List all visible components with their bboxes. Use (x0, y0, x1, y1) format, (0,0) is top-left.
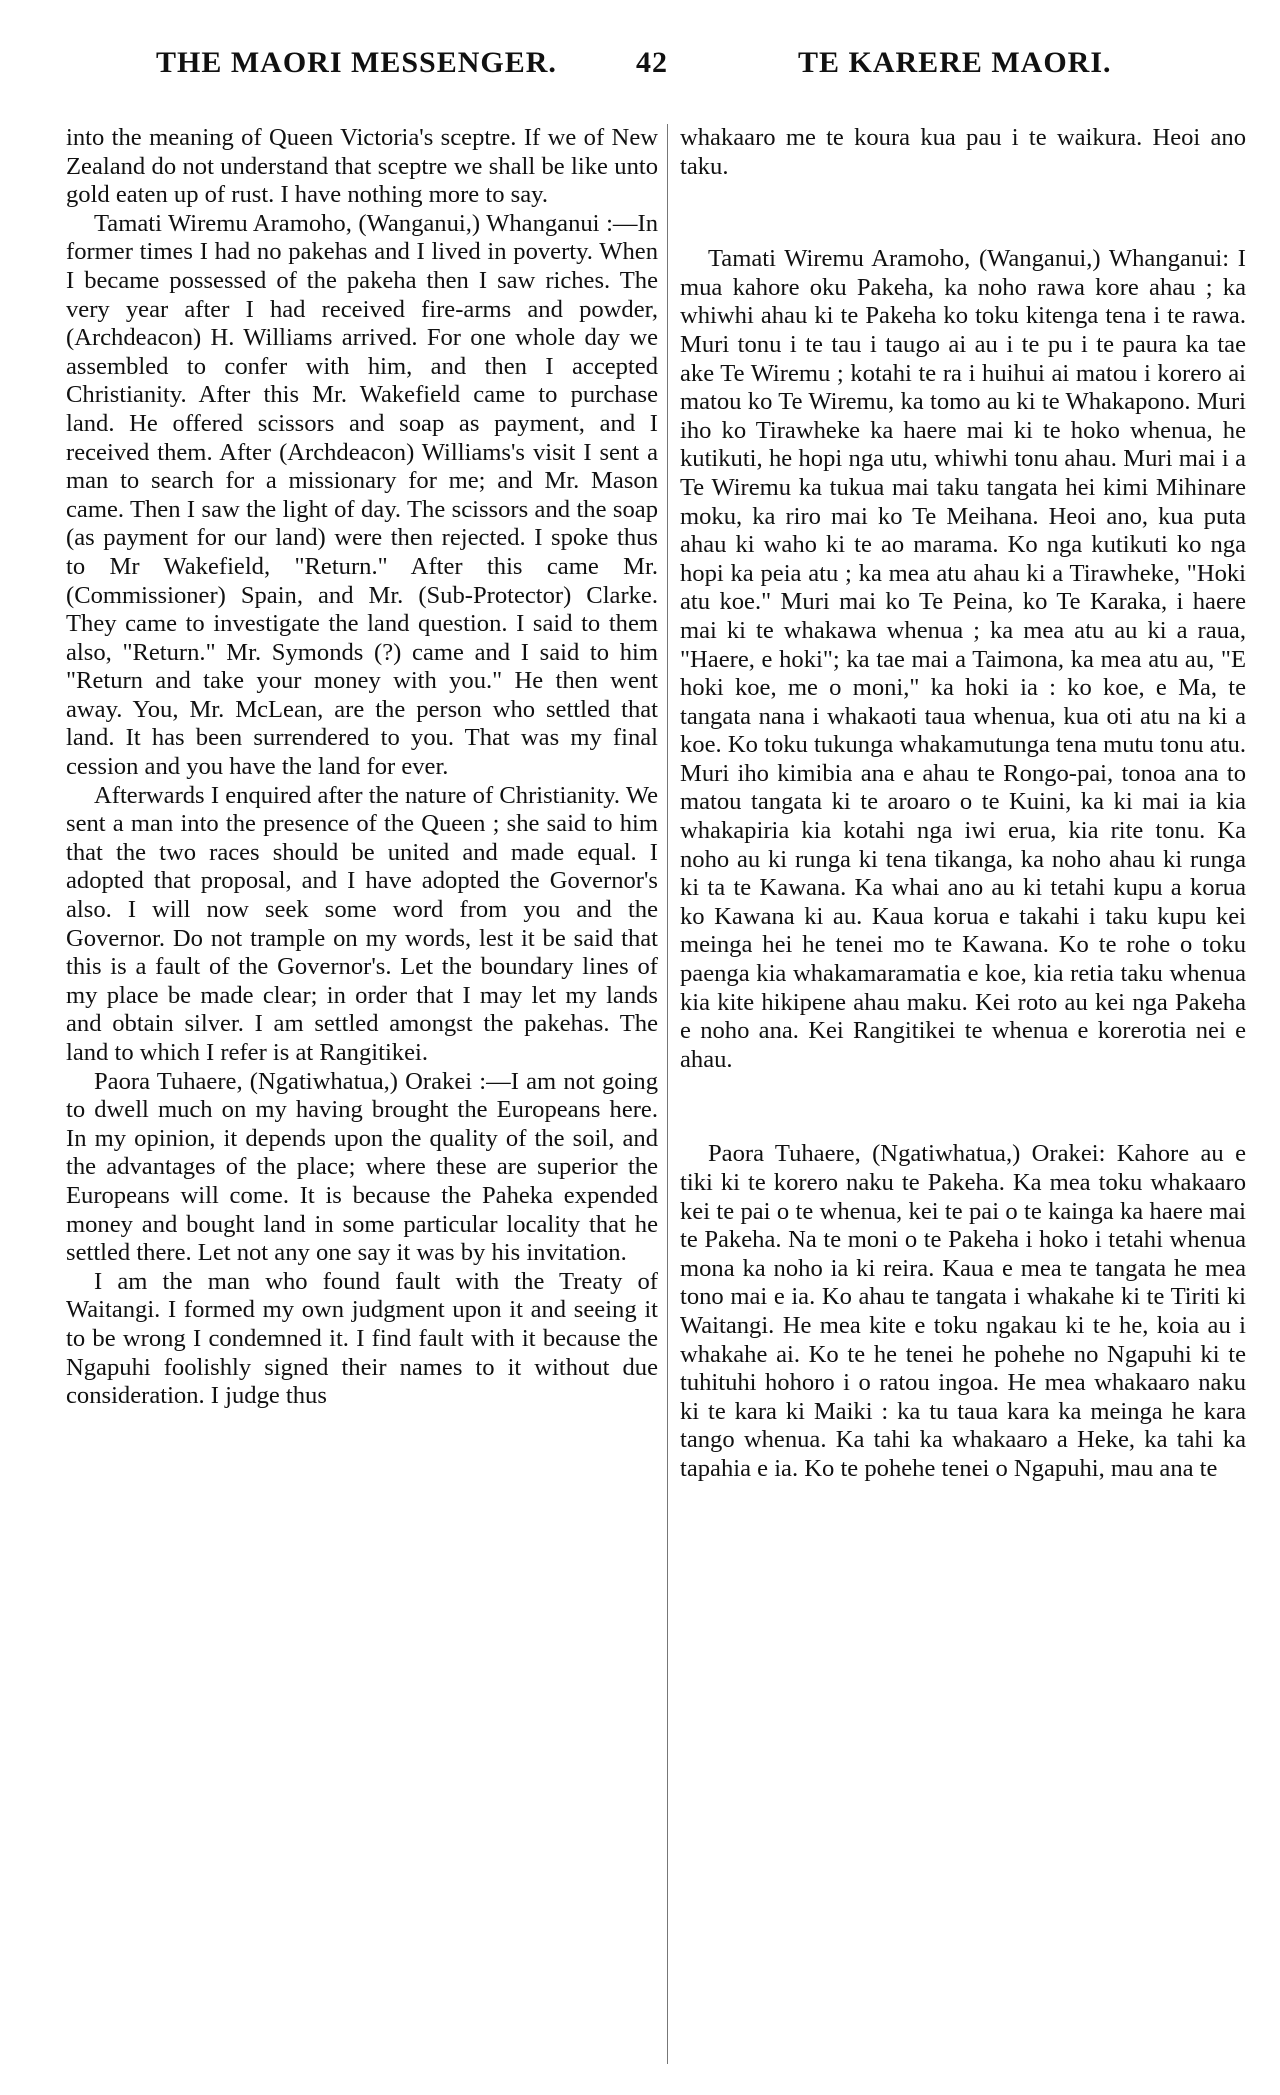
title-maori: TE KARERE MAORI. (798, 46, 1112, 79)
maori-spacer-2 (680, 1074, 1246, 1140)
masthead (0, 40, 1280, 90)
column-divider (667, 124, 668, 2064)
page-number: 42 (636, 46, 668, 79)
maori-paragraph-2: Tamati Wiremu Aramoho, (Wanganui,) Whanganui: I mua kahore oku Pakeha, ka noho rawa kore ahau ; ka whiwhi ahau ki te Pakeha ko toku kitenga tena i te rawa. Muri tonu i te tau i taugo ai au i te pu i te paura ka tae ake Te Wiremu ; kotahi te ra i huihui ai matou i korero ai matou ko Te Wiremu, ka tomo au ki te Whakapono. Muri iho ko Tirawheke ka haere mai ki te hoko whenua, he kutikuti, he hopi nga utu, whiwhi tonu ahau. Muri mai i a Te Wiremu ka tukua mai taku tangata hei kimi Mihinare moku, ka riro mai ko Te Meihana. Heoi ano, kua puta ahau ki waho ki te ao marama. Ko nga kutikuti ko nga hopi ka peia atu ; ka mea atu ahau ki a Tirawheke, "Hoki atu koe." Muri mai ko Te Peina, ko Te Karaka, i haere mai ki te whakawa whenua ; ka mea atu au ki a raua, "Haere, e hoki"; ka tae mai a Taimona, ka mea atu au, "E hoki koe, me o moni," ka hoki ia : ko koe, e Ma, te tangata nana i whakaoti taua whenua, kua oti atu na ki a koe. Ko toku tukunga whakamutunga tena mutu tonu atu. Muri iho kimibia ana e ahau te Rongo-pai, tonoa ana to matou tangata ki te aroaro o te Kuini, ka ki mai ia kia whakapiria kia kotahi nga iwi erua, kia rite tonu. Ka noho au ki runga ki tena tikanga, ka noho ahau ki runga ki ta te Kawana. Ka whai ano au ki tetahi kupu a korua ko Kawana ki au. Kaua korua e takahi i taku kupu kei meinga hei he tenei mo te Kawana. Ko te rohe o toku paenga kia whakamaramatia e koe, kia retia taku whenua kia kite hikipene ahau maku. Kei roto au kei nga Pakeha e noho ana. Kei Rangitikei te whenua e korerotia nei e ahau. (680, 245, 1246, 1073)
english-paragraph-1: into the meaning of Queen Victoria's sceptre. If we of New Zealand do not understand that sceptre we shall be like unto gold eaten up of rust. I have nothing more to say. (66, 124, 658, 209)
maori-paragraph-1: whakaaro me te koura kua pau i te waikura. Heoi ano taku. (680, 124, 1246, 180)
maori-paragraph-3: Paora Tuhaere, (Ngatiwhatua,) Orakei: Kahore au e tiki ki te korero naku te Pakeha. Ka mea toku whakaaro kei te pai o te whenua, kei te pai o te kainga ka haere mai te Pakeha. Na te moni o te Pakeha i hoko i tetahi whenua mona ka noho ia ki reira. Kaua e mea te tangata he mea tono mai e ia. Ko ahau te tangata i whakahe ki te Tiriti ki Waitangi. He mea kite e toku ngakau ki te he, koia au i whakahe ai. Ko te he tenei he pohehe no Ngapuhi ki te tuhituhi hohoro i o ratou ingoa. He mea whakaaro naku ki te kara ki Maiki : ka tu taua kara ka meinga he kara tango whenua. Ka tahi ka whakaaro a Heke, ka tahi ka tapahia e ia. Ko te pohehe tenei o Ngapuhi, mau ana te (680, 1140, 1246, 1482)
english-paragraph-4: Paora Tuhaere, (Ngatiwhatua,) Orakei :—I am not going to dwell much on my having brought the Europeans here. In my opinion, it depends upon the quality of the soil, and the advantages of the place; where these are superior the Europeans will come. It is because the Paheka expended money and bought land in some particular locality that he settled there. Let not any one say it was by his invitation. (66, 1067, 658, 1267)
english-paragraph-2: Tamati Wiremu Aramoho, (Wanganui,) Whanganui :—In former times I had no pakehas and I lived in poverty. When I became possessed of the pakeha then I saw riches. The very year after I had received fire-arms and powder, (Archdeacon) H. Williams arrived. For one whole day we assembled to confer with him, and then I accepted Christianity. After this Mr. Wakefield came to purchase land. He offered scissors and soap as payment, and I received them. After (Archdeacon) Williams's visit I sent a man to search for a missionary for me; and Mr. Mason came. Then I saw the light of day. The scissors and the soap (as payment for our land) were then rejected. I spoke thus to Mr Wakefield, "Return." After this came Mr. (Commissioner) Spain, and Mr. (Sub-Protector) Clarke. They came to investigate the land question. I said to them also, "Return." Mr. Symonds (?) came and I said to him "Return and take your money with you." He then went away. You, Mr. McLean, are the person who settled that land. It has been surrendered to you. That was my final cession and you have the land for ever. (66, 209, 658, 781)
maori-spacer-1 (680, 181, 1246, 245)
maori-column (680, 124, 1246, 1484)
english-paragraph-3: Afterwards I enquired after the nature of Christianity. We sent a man into the presence of the Queen ; she said to him that the two races should be united and made equal. I adopted that proposal, and I have adopted the Governor's also. I will now seek some word from you and the Governor. Do not trample on my words, lest it be said that this is a fault of the Governor's. Let the boundary lines of my place be made clear; in order that I may let my lands and obtain silver. I am settled amongst the pakehas. The land to which I refer is at Rangitikei. (66, 781, 658, 1066)
english-column (66, 124, 658, 1411)
title-english: THE MAORI MESSENGER. (156, 46, 557, 79)
english-paragraph-5: I am the man who found fault with the Treaty of Waitangi. I formed my own judgment upon it and seeing it to be wrong I condemned it. I find fault with it because the Ngapuhi foolishly signed their names to it without due consideration. I judge thus (66, 1267, 658, 1410)
